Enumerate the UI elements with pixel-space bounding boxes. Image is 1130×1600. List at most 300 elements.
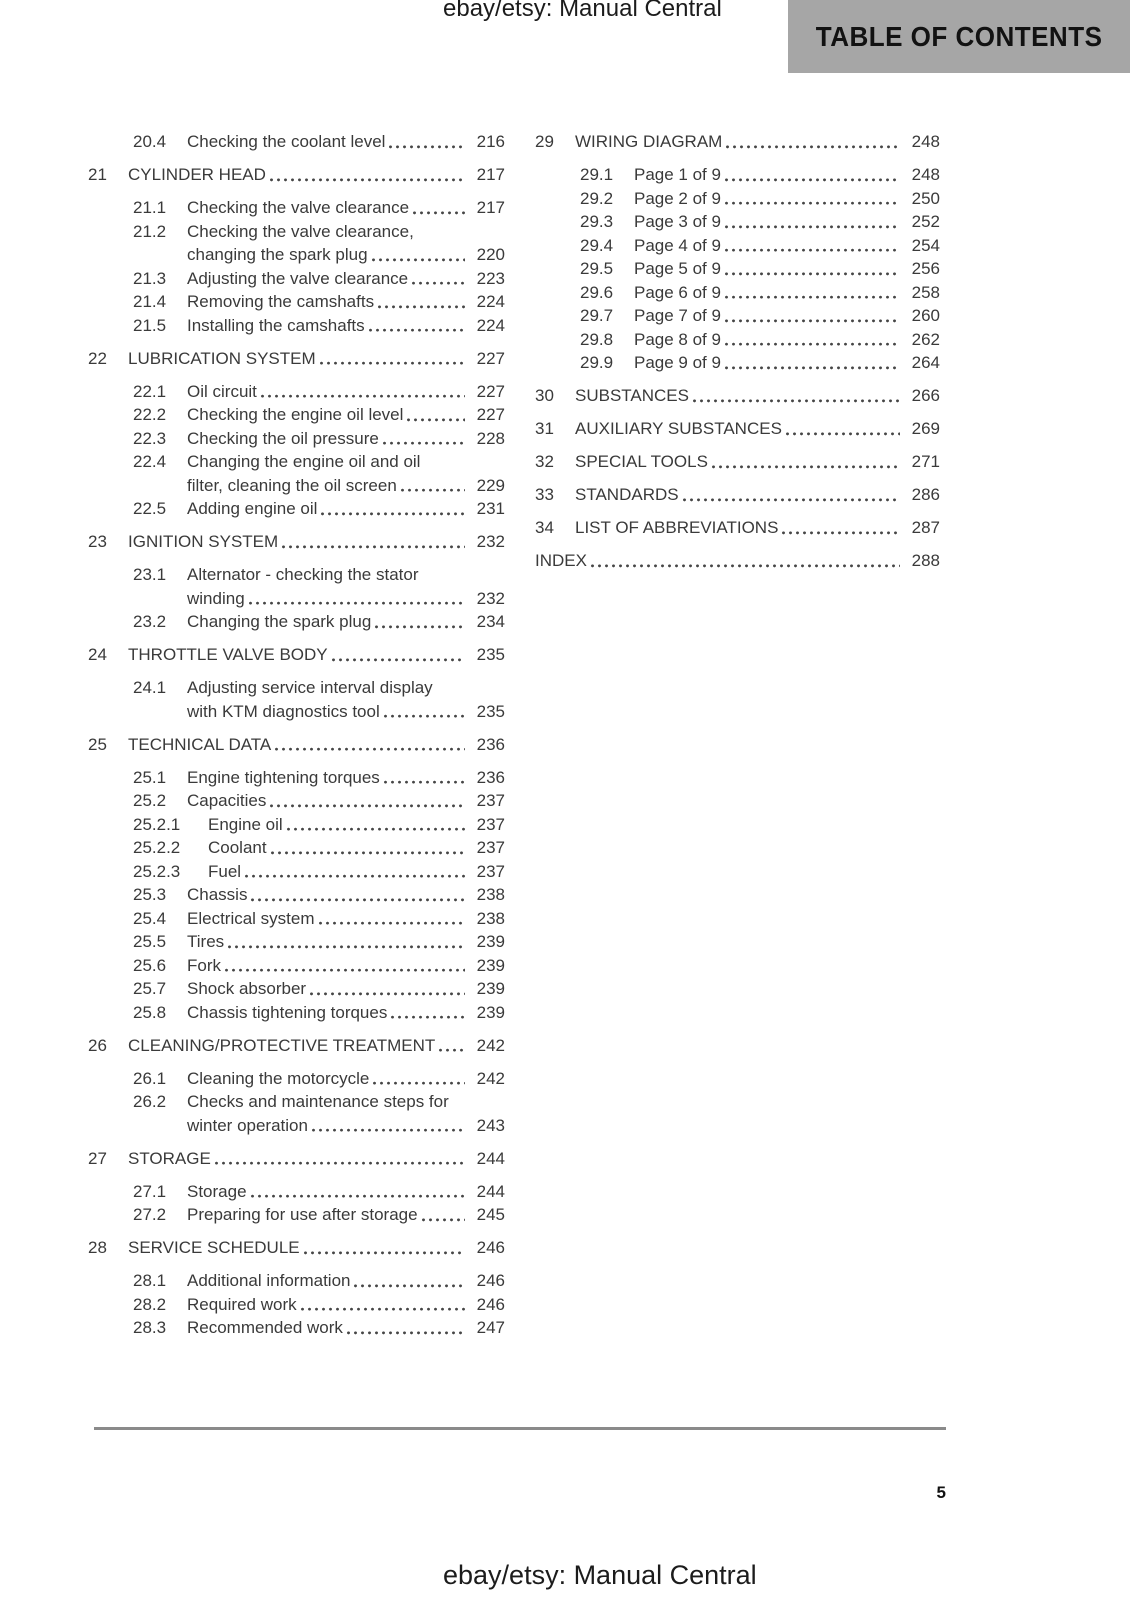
toc-entry-row — [88, 530, 505, 554]
entry-number: 27 — [88, 1148, 107, 1168]
toc-entry-row — [88, 347, 505, 371]
entry-title: filter, cleaning the oil screen — [187, 475, 397, 495]
entry-page: 227 — [476, 405, 505, 424]
entry-content — [187, 766, 505, 790]
dot-leader — [373, 1067, 465, 1091]
toc-entry — [88, 954, 505, 978]
entry-number: 21.1 — [133, 198, 167, 217]
dot-leader — [251, 1180, 465, 1204]
entry-title: Fork — [187, 955, 221, 975]
toc-entry-row — [535, 417, 940, 441]
toc-entry — [88, 836, 505, 860]
toc-entry — [88, 450, 505, 497]
entry-page: 234 — [476, 612, 505, 631]
entry-title-line — [187, 1180, 505, 1204]
entry-title-line — [187, 1269, 505, 1293]
entry-number: 23 — [88, 532, 107, 551]
entry-page: 258 — [911, 282, 940, 302]
entry-page: 248 — [911, 165, 940, 184]
dot-leader — [439, 1034, 465, 1058]
entry-number: 22.3 — [133, 428, 167, 448]
toc-entry-row — [88, 1236, 505, 1260]
entry-page: 232 — [476, 532, 505, 551]
entry-title: Additional information — [187, 1271, 351, 1290]
toc-entry — [88, 1269, 505, 1293]
toc-entry — [88, 220, 505, 267]
entry-content — [187, 220, 505, 267]
dot-leader — [725, 187, 900, 211]
entry-title: INDEX — [535, 551, 587, 570]
entry-content — [128, 347, 505, 371]
entry-content — [187, 930, 505, 954]
dot-leader — [725, 234, 900, 258]
entry-title-line — [187, 497, 505, 521]
entry-content — [187, 290, 505, 314]
entry-page: 244 — [476, 1148, 505, 1168]
toc-entry-row — [133, 883, 505, 907]
toc-entry-row — [133, 813, 505, 837]
entry-page: 239 — [476, 1002, 505, 1022]
footer-watermark: ebay/etsy: Manual Central — [443, 1560, 757, 1590]
entry-content — [634, 187, 940, 211]
toc-entry-row — [133, 836, 505, 860]
dot-leader — [378, 290, 465, 314]
entry-number: 27.1 — [133, 1181, 167, 1201]
entry-title: AUXILIARY SUBSTANCES — [575, 419, 782, 438]
entry-content — [575, 384, 940, 408]
entry-content — [187, 497, 505, 521]
toc-entry-row — [133, 196, 505, 220]
entry-number: 21.3 — [133, 268, 167, 288]
entry-title-line — [575, 384, 940, 408]
entry-number: 25.4 — [133, 908, 167, 928]
dot-leader — [412, 267, 465, 291]
entry-title-line — [128, 733, 505, 757]
entry-title: Page 9 of 9 — [634, 353, 721, 372]
entry-page: 246 — [476, 1238, 505, 1257]
entry-number: 25.6 — [133, 955, 167, 975]
toc-entry — [88, 163, 505, 187]
entry-content — [187, 1316, 505, 1340]
toc-entry-row — [580, 328, 940, 352]
entry-number: 29.5 — [580, 259, 614, 278]
toc-entry — [88, 1090, 505, 1137]
entry-title: Changing the spark plug — [187, 612, 372, 631]
entry-title: Adjusting the valve clearance — [187, 268, 409, 288]
entry-title-line — [634, 351, 940, 375]
dot-leader — [270, 789, 465, 813]
entry-content — [187, 1090, 505, 1137]
toc-entry — [88, 1236, 505, 1260]
toc-entry — [88, 290, 505, 314]
entry-page: 248 — [911, 132, 940, 151]
entry-number: 30 — [535, 386, 554, 405]
entry-number: 22 — [88, 348, 107, 368]
entry-number: 25.8 — [133, 1002, 167, 1022]
entry-title-line — [187, 1316, 505, 1340]
toc-entry-row — [580, 187, 940, 211]
entry-number: 26.2 — [133, 1092, 167, 1111]
entry-title-line — [128, 530, 505, 554]
dot-leader — [389, 130, 465, 154]
entry-title: Removing the camshafts — [187, 292, 375, 311]
entry-title: Coolant — [208, 838, 267, 857]
toc-entry-row — [580, 351, 940, 375]
entry-page: 246 — [476, 1271, 505, 1290]
entry-title-line — [128, 1236, 505, 1260]
dot-leader — [228, 930, 465, 954]
entry-page: 288 — [911, 551, 940, 570]
entry-title: Page 2 of 9 — [634, 188, 721, 208]
dot-leader — [384, 700, 465, 724]
toc-entry — [535, 549, 940, 573]
entry-title-line — [208, 836, 505, 860]
entry-title: Chassis tightening torques — [187, 1002, 388, 1022]
entry-content — [128, 163, 505, 187]
entry-content — [187, 380, 505, 404]
toc-entry — [88, 497, 505, 521]
dot-leader — [275, 733, 465, 757]
toc-entry-row — [133, 977, 505, 1001]
entry-title-line — [187, 907, 505, 931]
entry-number: 29.9 — [580, 353, 614, 372]
entry-page: 217 — [476, 165, 505, 184]
entry-number: 22.1 — [133, 381, 167, 401]
toc-entry-row — [133, 450, 505, 497]
entry-title: THROTTLE VALVE BODY — [128, 645, 328, 664]
entry-title: Chassis — [187, 885, 248, 904]
entry-title: SUBSTANCES — [575, 386, 689, 405]
entry-page: 271 — [911, 452, 940, 471]
entry-title-line: Adjusting service interval display — [187, 678, 433, 697]
toc-entry — [88, 403, 505, 427]
toc-entry — [88, 813, 505, 837]
entry-number: 25.3 — [133, 885, 167, 904]
entry-number: 29 — [535, 132, 554, 151]
entry-number: 20.4 — [133, 132, 167, 151]
entry-content — [187, 883, 505, 907]
toc-entry — [535, 210, 940, 234]
entry-title-line — [187, 1114, 505, 1138]
toc-entry-row — [133, 497, 505, 521]
entry-title: Recommended work — [187, 1318, 343, 1337]
dot-leader — [270, 163, 465, 187]
entry-content — [575, 417, 940, 441]
entry-number: 29.6 — [580, 282, 614, 302]
header-watermark: ebay/etsy: Manual Central — [443, 0, 722, 22]
toc-entry-row — [88, 643, 505, 667]
entry-title: CLEANING/PROTECTIVE TREATMENT — [128, 1035, 436, 1055]
toc-entry — [88, 1147, 505, 1171]
entry-content — [187, 314, 505, 338]
entry-content — [187, 977, 505, 1001]
toc-entry — [88, 1203, 505, 1227]
entry-page: 217 — [476, 198, 505, 217]
entry-page: 245 — [476, 1205, 505, 1224]
dot-leader — [321, 497, 465, 521]
entry-title: Page 3 of 9 — [634, 212, 721, 231]
entry-title-line — [187, 789, 505, 813]
entry-title: Capacities — [187, 791, 267, 810]
toc-entry-row — [133, 314, 505, 338]
entry-title: Page 7 of 9 — [634, 306, 721, 325]
toc-entry-row — [133, 907, 505, 931]
entry-number: 29.7 — [580, 306, 614, 325]
entry-number: 28 — [88, 1238, 107, 1257]
entry-title-line — [187, 243, 505, 267]
entry-content — [187, 789, 505, 813]
dot-leader — [712, 450, 900, 474]
toc-entry-row — [133, 954, 505, 978]
entry-number: 28.3 — [133, 1318, 167, 1337]
entry-content — [187, 427, 505, 451]
entry-title-line — [128, 643, 505, 667]
entry-title-line — [575, 516, 940, 540]
entry-content — [575, 130, 940, 154]
entry-content — [634, 257, 940, 281]
entry-content — [187, 130, 505, 154]
entry-content — [128, 1236, 505, 1260]
dot-leader — [401, 474, 465, 498]
toc-entry-row — [133, 1001, 505, 1025]
entry-page: 235 — [476, 701, 505, 721]
toc-entry — [535, 450, 940, 474]
dot-leader — [422, 1203, 465, 1227]
entry-page: 252 — [911, 212, 940, 231]
toc-entry-row — [133, 610, 505, 634]
entry-number: 29.1 — [580, 165, 614, 184]
toc-entry — [88, 907, 505, 931]
toc-entry — [88, 1316, 505, 1340]
entry-content — [128, 530, 505, 554]
entry-number: 27.2 — [133, 1205, 167, 1224]
entry-number: 33 — [535, 485, 554, 504]
entry-number: 25.2.2 — [133, 838, 181, 857]
dot-leader — [591, 549, 900, 573]
entry-page: 250 — [911, 188, 940, 208]
entry-page: 238 — [476, 908, 505, 928]
entry-title-line — [187, 954, 505, 978]
entry-page: 244 — [476, 1181, 505, 1201]
entry-content — [575, 516, 940, 540]
toc-entry-row — [133, 1067, 505, 1091]
page-title: TABLE OF CONTENTS — [815, 20, 1103, 52]
dot-leader — [251, 883, 465, 907]
entry-number: 24.1 — [133, 678, 167, 697]
entry-page: 256 — [911, 259, 940, 278]
entry-title-line — [187, 403, 505, 427]
toc-entry — [535, 384, 940, 408]
dot-leader — [332, 643, 465, 667]
toc-entry — [535, 304, 940, 328]
entry-page: 269 — [911, 419, 940, 438]
entry-page: 223 — [476, 268, 505, 288]
dot-leader — [301, 1293, 465, 1317]
entry-number: 34 — [535, 518, 554, 537]
entry-content — [187, 563, 505, 610]
entry-title: SPECIAL TOOLS — [575, 452, 708, 471]
entry-content — [187, 1293, 505, 1317]
entry-page: 260 — [911, 306, 940, 325]
entry-title: IGNITION SYSTEM — [128, 532, 279, 551]
dot-leader — [304, 1236, 465, 1260]
entry-content — [187, 450, 505, 497]
dot-leader — [413, 196, 465, 220]
dot-leader — [261, 380, 465, 404]
entry-title-line: Changing the engine oil and oil — [187, 452, 421, 471]
toc-entry-row — [133, 290, 505, 314]
dot-leader — [782, 516, 900, 540]
entry-content — [128, 733, 505, 757]
entry-content — [187, 1067, 505, 1091]
toc-entry-row — [580, 163, 940, 187]
entry-page: 220 — [476, 245, 505, 264]
toc-entry — [88, 610, 505, 634]
entry-page: 239 — [476, 955, 505, 975]
entry-title-line — [187, 1203, 505, 1227]
entry-title: Checking the valve clearance — [187, 198, 410, 217]
entry-number: 32 — [535, 452, 554, 471]
entry-title: Adding engine oil — [187, 499, 318, 518]
entry-page: 224 — [476, 315, 505, 335]
entry-content — [208, 813, 505, 837]
toc-entry-row — [133, 380, 505, 404]
entry-content — [208, 836, 505, 860]
toc-entry-row — [133, 403, 505, 427]
toc-entry-row — [133, 930, 505, 954]
entry-page: 237 — [476, 861, 505, 881]
toc-entry-row — [133, 1316, 505, 1340]
dot-leader — [225, 954, 465, 978]
toc-entry — [535, 234, 940, 258]
entry-title-line — [187, 1067, 505, 1091]
dot-leader — [725, 163, 900, 187]
toc-entry — [88, 530, 505, 554]
toc-entry — [88, 130, 505, 154]
toc-entry-row — [580, 257, 940, 281]
entry-page: 254 — [911, 235, 940, 255]
toc-entry-row — [133, 1269, 505, 1293]
entry-title: Checking the oil pressure — [187, 428, 379, 448]
toc-entry-row — [133, 1293, 505, 1317]
entry-title: Page 4 of 9 — [634, 235, 721, 255]
toc-entry-row — [535, 384, 940, 408]
entry-title-line: Checking the valve clearance, — [187, 221, 414, 241]
entry-title-line — [187, 700, 505, 724]
dot-leader — [375, 610, 465, 634]
entry-title-line — [187, 130, 505, 154]
toc-entry — [88, 427, 505, 451]
dot-leader — [215, 1147, 465, 1171]
toc-entry-row — [580, 210, 940, 234]
entry-title: Fuel — [208, 861, 242, 881]
entry-page: 237 — [476, 814, 505, 834]
entry-title-line — [634, 210, 940, 234]
entry-title-line — [128, 1147, 505, 1171]
dot-leader — [245, 860, 465, 884]
toc-entry — [88, 380, 505, 404]
dot-leader — [725, 328, 900, 352]
entry-number: 25.2 — [133, 791, 167, 810]
entry-number: 31 — [535, 419, 554, 438]
entry-page: 231 — [476, 499, 505, 518]
entry-page: 229 — [476, 475, 505, 495]
entry-content — [187, 196, 505, 220]
toc-entry-row — [133, 1203, 505, 1227]
entry-number: 25 — [88, 734, 107, 754]
entry-content — [128, 1147, 505, 1171]
entry-page: 228 — [476, 428, 505, 448]
entry-page: 287 — [911, 518, 940, 537]
entry-title-line — [634, 163, 940, 187]
entry-content — [128, 1034, 505, 1058]
entry-number: 21.4 — [133, 292, 167, 311]
toc-entry — [88, 930, 505, 954]
entry-number: 26.1 — [133, 1068, 167, 1088]
entry-number: 21 — [88, 165, 107, 184]
entry-title-line — [575, 130, 940, 154]
entry-title: Engine tightening torques — [187, 767, 380, 787]
toc-entry — [88, 883, 505, 907]
toc-entry-row — [133, 563, 505, 610]
entry-content — [634, 234, 940, 258]
toc-entry — [535, 130, 940, 154]
toc-entry — [88, 977, 505, 1001]
entry-title-line — [187, 380, 505, 404]
dot-leader — [347, 1316, 465, 1340]
entry-title: Tires — [187, 932, 225, 951]
entry-page: 246 — [476, 1294, 505, 1314]
toc-entry-row — [133, 766, 505, 790]
entry-page: 264 — [911, 353, 940, 372]
entry-number: 21.5 — [133, 315, 167, 335]
entry-title: Checking the coolant level — [187, 132, 386, 151]
entry-title-line — [187, 1293, 505, 1317]
entry-number: 25.5 — [133, 932, 167, 951]
entry-content — [634, 163, 940, 187]
entry-number: 22.5 — [133, 499, 167, 518]
entry-title-line — [634, 328, 940, 352]
entry-content — [187, 403, 505, 427]
entry-title: Checking the engine oil level — [187, 405, 404, 424]
entry-number: 29.3 — [580, 212, 614, 231]
entry-title-line — [634, 187, 940, 211]
toc-entry — [88, 267, 505, 291]
dot-leader — [693, 384, 900, 408]
entry-title-line — [187, 1001, 505, 1025]
entry-title: Required work — [187, 1294, 297, 1314]
entry-content — [634, 328, 940, 352]
entry-title-line — [128, 163, 505, 187]
toc-entry-row — [535, 516, 940, 540]
entry-title: LIST OF ABBREVIATIONS — [575, 518, 779, 537]
entry-page: 242 — [476, 1068, 505, 1088]
entry-page: 239 — [476, 932, 505, 951]
toc-entry-row — [88, 733, 505, 757]
entry-title-line — [187, 474, 505, 498]
footer-rule — [94, 1427, 946, 1430]
toc-entry — [535, 417, 940, 441]
entry-title: with KTM diagnostics tool — [187, 701, 380, 721]
toc-entry-row — [580, 304, 940, 328]
entry-number: 28.1 — [133, 1271, 167, 1290]
toc-entry — [88, 1180, 505, 1204]
toc-entry — [88, 347, 505, 371]
entry-title: Shock absorber — [187, 979, 307, 998]
entry-content — [575, 450, 940, 474]
entry-title: LUBRICATION SYSTEM — [128, 348, 316, 368]
toc-entry-row — [133, 1180, 505, 1204]
